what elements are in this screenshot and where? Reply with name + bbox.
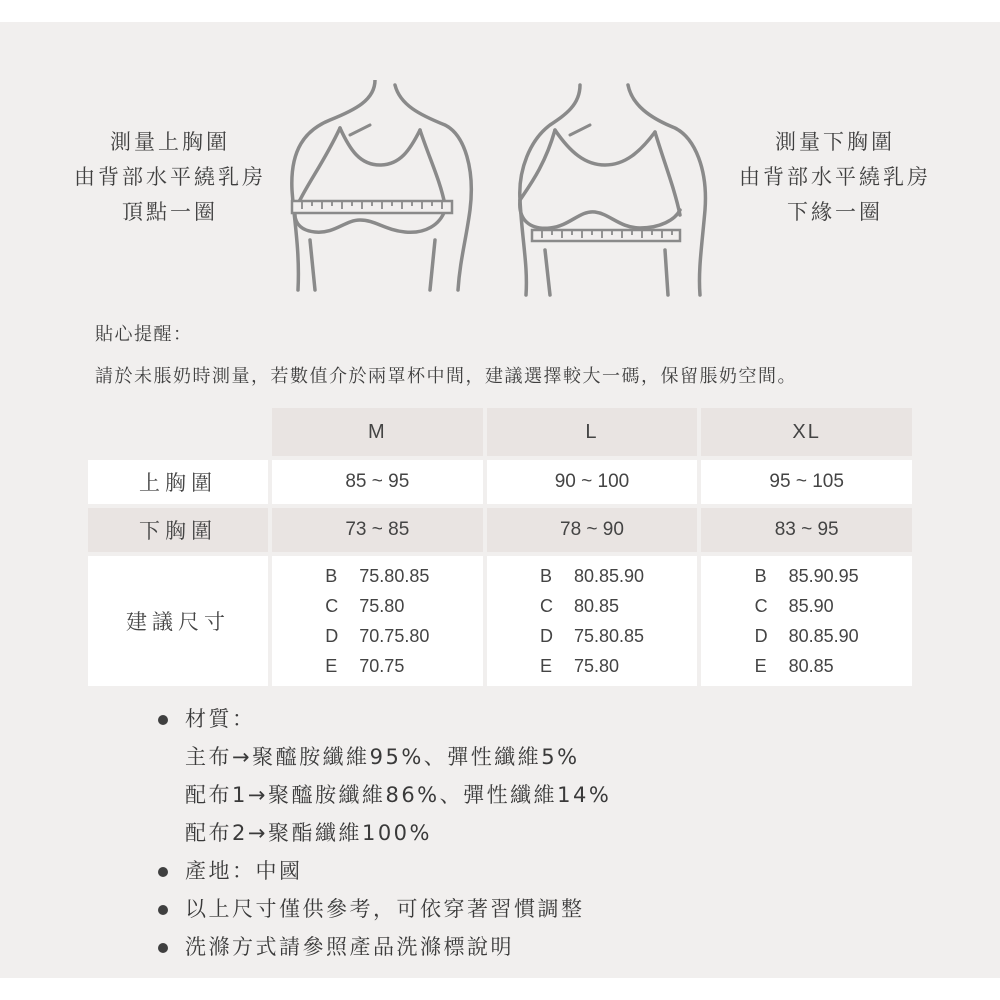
material-line: 配布1→聚醯胺纖維86%、彈性纖維14% xyxy=(185,783,612,807)
band-sizes: 80.85 xyxy=(573,596,619,616)
material-line: 配布2→聚酯纖維100% xyxy=(185,821,432,845)
column-header-l: L xyxy=(487,408,698,456)
band-sizes: 80.85 xyxy=(788,656,834,676)
table-cell: 83 ~ 95 xyxy=(701,508,912,552)
band-sizes: 75.80 xyxy=(359,596,405,616)
band-sizes: 75.80.85 xyxy=(359,566,430,586)
cup-letter: B xyxy=(325,566,338,586)
origin-text: 產地：中國 xyxy=(185,859,303,883)
list-item-size-note xyxy=(155,890,611,928)
size-table xyxy=(84,404,916,690)
tips-text: 請於未脹奶時測量，若數值介於兩罩杯中間，建議選擇較大一碼，保留脹奶空間。 xyxy=(95,366,797,387)
cup-letter: E xyxy=(754,656,767,676)
caption-line: 測量上胸圍 xyxy=(110,130,230,154)
table-cell: 90 ~ 100 xyxy=(487,460,698,504)
bullet-icon xyxy=(158,905,168,915)
row-label: 下胸圍 xyxy=(88,508,268,552)
recommended-sizes-m xyxy=(325,561,429,681)
table-row-recommended xyxy=(88,556,912,686)
material-title: 材質： xyxy=(185,707,256,731)
table-row-under-bust xyxy=(88,508,912,552)
band-sizes: 85.90 xyxy=(788,596,834,616)
table-corner xyxy=(88,408,268,456)
band-sizes: 75.80 xyxy=(573,656,619,676)
caption-line: 頂點一圈 xyxy=(122,200,218,224)
upper-bust-caption xyxy=(50,125,290,230)
cup-letter: B xyxy=(539,566,552,586)
band-sizes: 70.75 xyxy=(359,656,405,676)
material-line: 主布→聚醯胺纖維95%、彈性纖維5% xyxy=(185,745,580,769)
cup-letter: C xyxy=(754,596,768,616)
column-header-m: M xyxy=(272,408,483,456)
cup-letter: B xyxy=(754,566,767,586)
bullet-icon xyxy=(158,943,168,953)
band-sizes: 85.90.95 xyxy=(788,566,859,586)
caption-line: 下緣一圈 xyxy=(787,200,883,224)
product-notes xyxy=(155,700,611,966)
column-header-xl: XL xyxy=(701,408,912,456)
under-bust-caption xyxy=(715,125,955,230)
list-item-material xyxy=(155,700,611,738)
cup-letter: C xyxy=(325,596,339,616)
wash-note-text: 洗滌方式請參照產品洗滌標說明 xyxy=(185,935,514,959)
band-sizes: 80.85.90 xyxy=(788,626,859,646)
cup-letter: C xyxy=(539,596,553,616)
caption-line: 由背部水平繞乳房 xyxy=(74,165,266,189)
recommended-sizes-l xyxy=(540,561,644,681)
list-item-origin xyxy=(155,852,611,890)
row-label: 建議尺寸 xyxy=(88,556,268,686)
under-bust-illustration xyxy=(510,80,720,300)
cup-letter: D xyxy=(754,626,768,646)
table-cell xyxy=(701,556,912,686)
list-item-wash-note xyxy=(155,928,611,966)
row-label: 上胸圍 xyxy=(88,460,268,504)
table-cell: 78 ~ 90 xyxy=(487,508,698,552)
table-cell xyxy=(272,556,483,686)
cup-letter: E xyxy=(325,656,338,676)
tips-title: 貼心提醒： xyxy=(95,324,193,345)
band-sizes: 80.85.90 xyxy=(573,566,645,586)
caption-line: 測量下胸圍 xyxy=(775,130,895,154)
recommended-sizes-xl xyxy=(755,561,859,681)
bullet-icon xyxy=(158,715,168,725)
upper-bust-illustration xyxy=(280,80,490,300)
bullet-icon xyxy=(158,867,168,877)
band-sizes: 70.75.80 xyxy=(359,626,430,646)
cup-letter: E xyxy=(539,656,552,676)
cup-letter: D xyxy=(539,626,553,646)
table-cell xyxy=(487,556,698,686)
table-cell: 95 ~ 105 xyxy=(701,460,912,504)
size-note-text: 以上尺寸僅供參考，可依穿著習慣調整 xyxy=(185,897,585,921)
cup-letter: D xyxy=(325,626,339,646)
caption-line: 由背部水平繞乳房 xyxy=(739,165,931,189)
table-header-row xyxy=(88,408,912,456)
band-sizes: 75.80.85 xyxy=(573,626,645,646)
table-row-upper-bust xyxy=(88,460,912,504)
table-cell: 85 ~ 95 xyxy=(272,460,483,504)
table-cell: 73 ~ 85 xyxy=(272,508,483,552)
